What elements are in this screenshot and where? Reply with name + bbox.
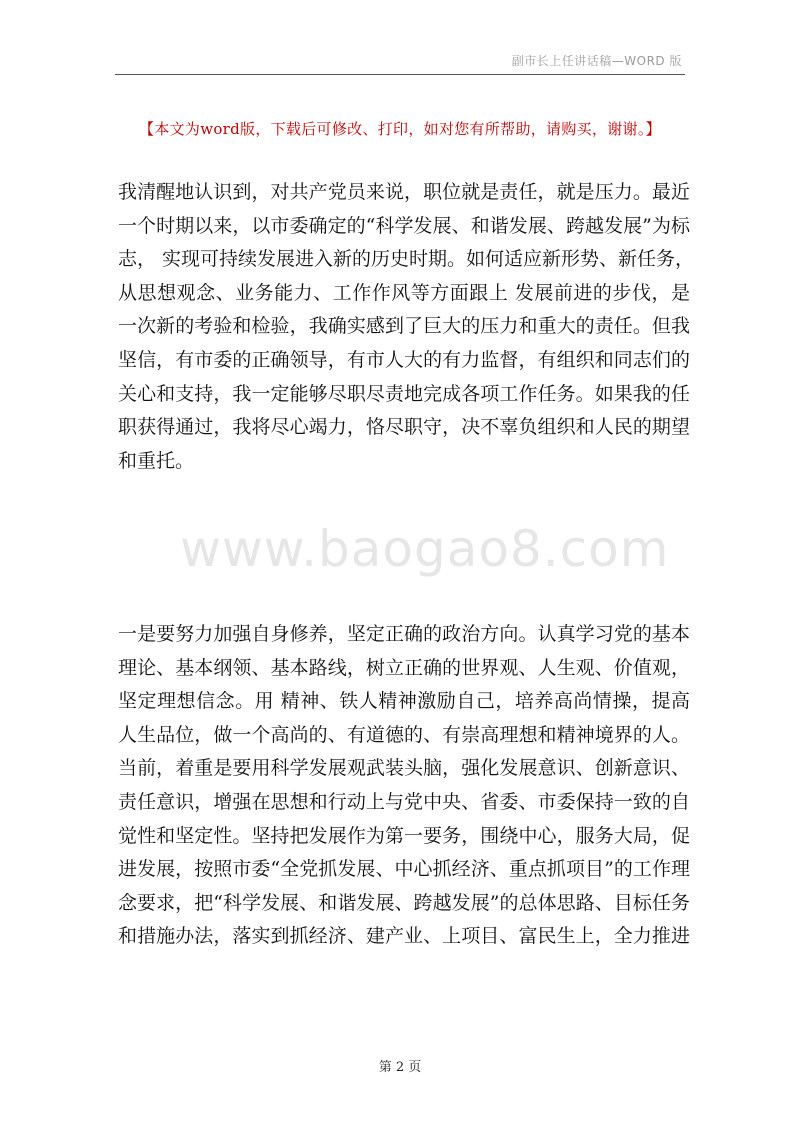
paragraph-line: 关心和支持，我一定能够尽职尽责地完成各项工作任务。如果我的任 xyxy=(118,382,690,405)
paragraph-line: 责任意识，增强在思想和行动上与党中央、省委、市委保持一致的自 xyxy=(118,790,690,813)
header-divider xyxy=(115,74,685,75)
paragraph-line: 从思想观念、业务能力、工作作风等方面跟上 发展前进的步伐，是 xyxy=(118,281,690,304)
paragraph-line: 一次新的考验和检验，我确实感到了巨大的压力和重大的责任。但我 xyxy=(118,315,690,338)
paragraph-line: 志， 实现可持续发展进入新的历史时期。如何适应新形势、新任务， xyxy=(118,248,695,271)
paragraph-line: 和措施办法，落实到抓经济、建产业、上项目、富民生上，全力推进 xyxy=(118,925,690,948)
download-notice: 【本文为word版，下载后可修改、打印，如对您有所帮助，请购买，谢谢。】 xyxy=(139,120,661,138)
paragraph-1 xyxy=(118,176,695,478)
paragraph-line: 人生品位，做一个高尚的、有道德的、有崇高理想和精神境界的人。 xyxy=(118,723,690,746)
document-header-title: 副市长上任讲话稿—WORD 版 xyxy=(511,54,682,68)
watermark: www.baogao8.com xyxy=(180,520,670,578)
paragraph-line: 一是要努力加强自身修养，坚定正确的政治方向。认真学习党的基本 xyxy=(118,623,690,645)
paragraph-line: 坚定理想信念。用 精神、铁人精神激励自己，培养高尚情操，提高 xyxy=(118,690,690,713)
paragraph-line: 进发展，按照市委“全党抓发展、中心抓经济、重点抓项目”的工作理 xyxy=(118,858,690,881)
paragraph-line: 当前，着重是要用科学发展观武装头脑，强化发展意识、创新意识、 xyxy=(118,757,690,780)
paragraph-line: 念要求，把“科学发展、和谐发展、跨越发展”的总体思路、目标任务 xyxy=(118,891,690,914)
paragraph-line: 和重托。 xyxy=(118,449,195,472)
paragraph-line: 理论、基本纲领、基本路线，树立正确的世界观、人生观、价值观， xyxy=(118,656,690,679)
paragraph-line: 我清醒地认识到，对共产党员来说，职位就是责任，就是压力。最近 xyxy=(118,181,690,203)
paragraph-line: 觉性和坚定性。坚持把发展作为第一要务，围绕中心，服务大局，促 xyxy=(118,824,690,847)
paragraph-line: 职获得通过，我将尽心竭力，恪尽职守，决不辜负组织和人民的期望 xyxy=(118,416,690,439)
paragraph-line: 一个时期以来，以市委确定的“科学发展、和谐发展、跨越发展”为标 xyxy=(118,214,690,237)
paragraph-line: 坚信，有市委的正确领导，有市人大的有力监督，有组织和同志们的 xyxy=(118,348,690,371)
paragraph-2 xyxy=(118,618,690,954)
page-number: 第 2 页 xyxy=(378,1060,422,1075)
